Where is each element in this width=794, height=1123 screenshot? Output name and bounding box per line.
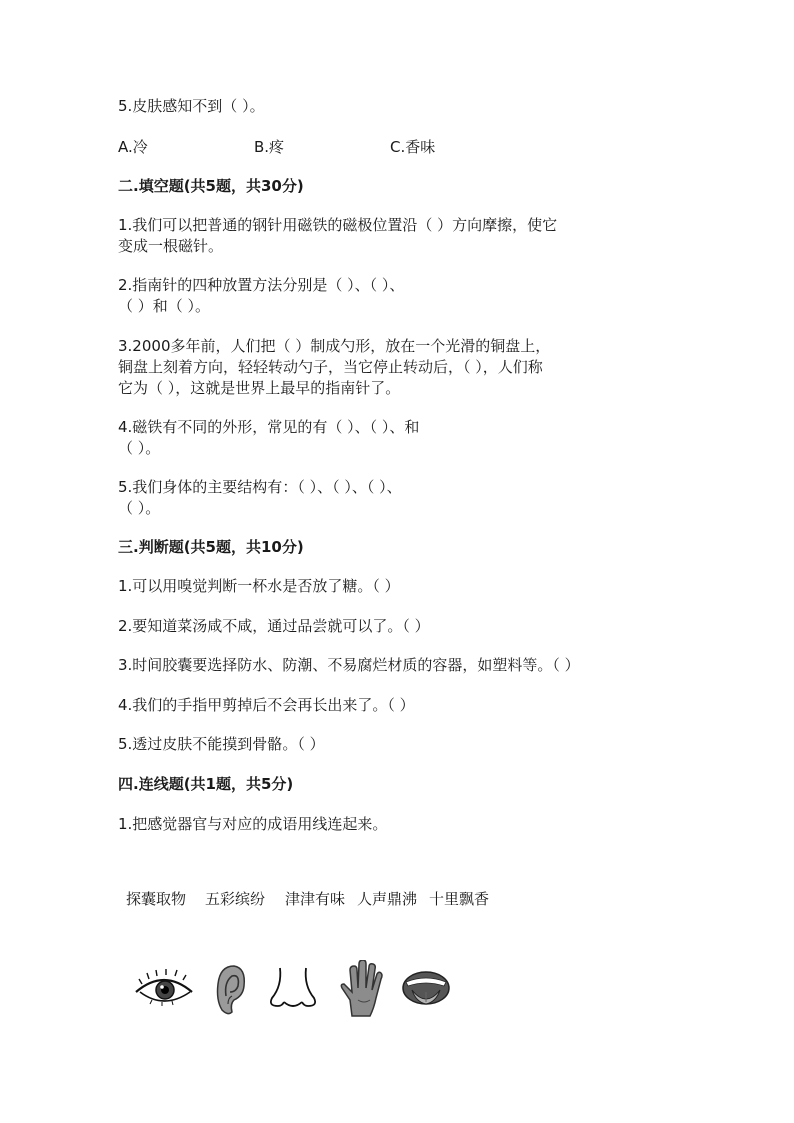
fill-q5-line1: 5.我们身体的主要结构有：（ ）、（ ）、（ ）、 — [118, 478, 402, 496]
fill-q2-line2: （ ）和（ ）。 — [118, 297, 211, 315]
judge-item-1: 1.可以用嗅觉判断一杯水是否放了糖。（ ） — [118, 577, 400, 595]
fill-q4-line2: （ ）。 — [118, 439, 161, 457]
eye-icon — [132, 960, 196, 1020]
fill-q3-line3: 它为（ ），这就是世界上最早的指南针了。 — [118, 379, 401, 397]
option-a: A.冷 — [118, 138, 148, 156]
section-4-heading: 四.连线题(共1题，共5分) — [118, 775, 294, 793]
judge-item-3: 3.时间胶囊要选择防水、防潮、不易腐烂材质的容器，如塑料等。（ ） — [118, 656, 580, 674]
section-3-heading: 三.判断题(共5题，共10分) — [118, 538, 304, 556]
judge-item-2: 2.要知道菜汤咸不咸，通过品尝就可以了。（ ） — [118, 617, 430, 635]
fill-q1-line2: 变成一根磁针。 — [118, 237, 224, 255]
fill-q3-line2: 铜盘上刻着方向，轻轻转动勺子，当它停止转动后，（ ），人们称 — [118, 358, 543, 376]
tongue-icon — [400, 960, 452, 1020]
question-1-5: 5.皮肤感知不到（ ）。 — [118, 97, 265, 115]
ear-icon — [210, 960, 250, 1020]
fill-q2-line1: 2.指南针的四种放置方法分别是（ ）、（ ）、 — [118, 276, 405, 294]
idiom-4: 人声鼎沸 — [357, 890, 418, 908]
fill-q1-line1: 1.我们可以把普通的钢针用磁铁的磁极位置沿（ ）方向摩擦，使它 — [118, 216, 558, 234]
hand-icon — [336, 960, 384, 1020]
fill-q5-line2: （ ）。 — [118, 499, 161, 517]
fill-q4-line1: 4.磁铁有不同的外形，常见的有（ ）、（ ）、和 — [118, 418, 420, 436]
match-q1: 1.把感觉器官与对应的成语用线连起来。 — [118, 815, 388, 833]
idiom-1: 探囊取物 — [126, 890, 187, 908]
idiom-3: 津津有味 — [285, 890, 346, 908]
section-2-heading: 二.填空题(共5题，共30分) — [118, 177, 304, 195]
fill-q3-line1: 3.2000多年前，人们把（ ）制成勺形，放在一个光滑的铜盘上， — [118, 337, 551, 355]
judge-item-4: 4.我们的手指甲剪掉后不会再长出来了。（ ） — [118, 696, 415, 714]
judge-item-5: 5.透过皮肤不能摸到骨骼。（ ） — [118, 735, 325, 753]
idiom-5: 十里飘香 — [429, 890, 490, 908]
nose-icon — [266, 960, 320, 1020]
option-b: B.疼 — [254, 138, 285, 156]
option-c: C.香味 — [390, 138, 436, 156]
idiom-2: 五彩缤纷 — [205, 890, 266, 908]
